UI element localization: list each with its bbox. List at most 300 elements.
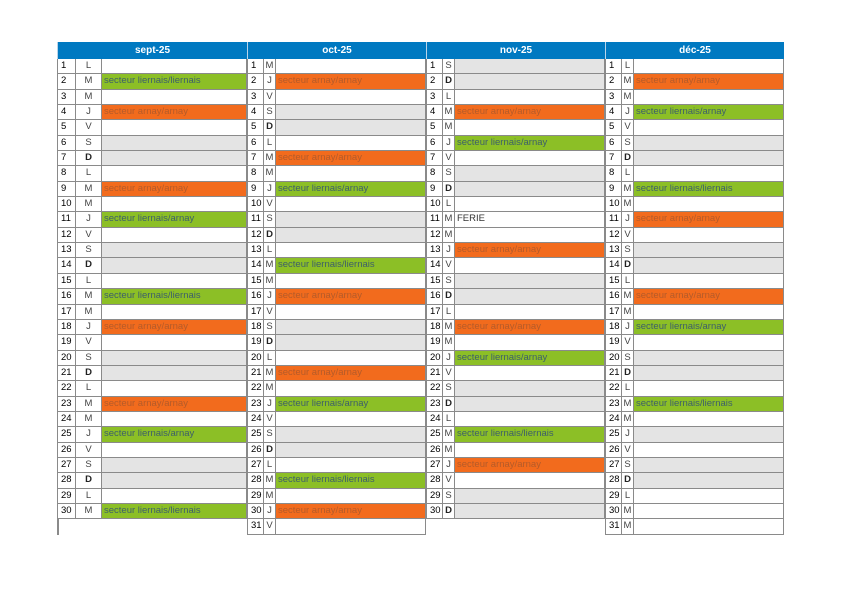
empty-event-cell[interactable] — [102, 120, 247, 134]
weekday-letter: M — [622, 182, 634, 196]
event-cell[interactable]: secteur arnay/arnay — [276, 504, 426, 518]
event-cell[interactable]: secteur arnay/arnay — [455, 320, 605, 334]
day-number: 30 — [58, 504, 76, 518]
empty-event-cell[interactable] — [634, 504, 784, 518]
event-cell[interactable]: secteur arnay/arnay — [276, 74, 426, 88]
event-cell[interactable]: secteur liernais/liernais — [276, 258, 426, 272]
day-row — [58, 243, 247, 258]
empty-event-cell[interactable] — [634, 151, 784, 165]
empty-event-cell[interactable] — [634, 59, 784, 73]
weekday-letter: M — [622, 504, 634, 518]
weekday-letter: S — [264, 212, 276, 226]
empty-event-cell[interactable] — [455, 59, 605, 73]
empty-event-cell[interactable] — [634, 258, 784, 272]
empty-event-cell[interactable] — [102, 381, 247, 395]
event-cell[interactable]: secteur arnay/arnay — [102, 182, 247, 196]
day-number: 26 — [606, 443, 622, 457]
empty-event-cell[interactable] — [102, 473, 247, 487]
day-number: 28 — [606, 473, 622, 487]
weekday-letter: S — [622, 458, 634, 472]
empty-event-cell[interactable] — [276, 351, 426, 365]
day-row — [427, 335, 605, 350]
empty-event-cell[interactable] — [455, 412, 605, 426]
empty-event-cell[interactable] — [102, 335, 247, 349]
empty-event-cell[interactable] — [455, 489, 605, 503]
event-cell[interactable]: secteur arnay/arnay — [634, 289, 784, 303]
day-number: 16 — [248, 289, 264, 303]
month-column — [426, 42, 605, 535]
empty-event-cell[interactable] — [634, 489, 784, 503]
weekday-letter: M — [76, 74, 102, 88]
weekday-letter: D — [622, 473, 634, 487]
weekday-letter: M — [264, 151, 276, 165]
blank-row — [58, 519, 247, 534]
month-header: déc-25 — [605, 42, 784, 59]
event-cell[interactable]: secteur liernais/arnay — [276, 182, 426, 196]
day-number: 3 — [58, 90, 76, 104]
day-row — [58, 335, 247, 350]
weekday-letter: M — [622, 397, 634, 411]
day-number: 21 — [427, 366, 443, 380]
empty-event-cell[interactable] — [102, 136, 247, 150]
empty-event-cell[interactable] — [102, 305, 247, 319]
day-row — [606, 120, 784, 135]
event-cell[interactable]: secteur liernais/liernais — [102, 289, 247, 303]
empty-event-cell[interactable] — [276, 519, 426, 533]
empty-event-cell[interactable] — [102, 412, 247, 426]
empty-event-cell[interactable] — [455, 197, 605, 211]
day-number: 1 — [427, 59, 443, 73]
weekday-letter: V — [76, 120, 102, 134]
empty-event-cell[interactable] — [102, 274, 247, 288]
day-row — [248, 504, 426, 519]
weekday-letter: L — [264, 458, 276, 472]
empty-event-cell[interactable] — [455, 90, 605, 104]
weekday-letter: V — [264, 519, 276, 533]
day-number: 14 — [427, 258, 443, 272]
weekday-letter: M — [443, 105, 455, 119]
day-row — [58, 90, 247, 105]
day-row — [248, 136, 426, 151]
weekday-letter: M — [622, 305, 634, 319]
empty-event-cell[interactable] — [455, 366, 605, 380]
empty-event-cell[interactable] — [276, 443, 426, 457]
day-number: 15 — [427, 274, 443, 288]
day-row — [606, 182, 784, 197]
day-rows — [57, 59, 247, 535]
empty-event-cell[interactable] — [276, 105, 426, 119]
day-number: 7 — [427, 151, 443, 165]
event-cell[interactable]: FERIE — [455, 212, 605, 226]
event-cell[interactable]: secteur liernais/liernais — [634, 182, 784, 196]
empty-event-cell[interactable] — [634, 351, 784, 365]
day-rows — [605, 59, 784, 535]
weekday-letter: D — [622, 258, 634, 272]
day-row — [606, 274, 784, 289]
weekday-letter: D — [443, 289, 455, 303]
event-cell[interactable]: secteur arnay/arnay — [102, 397, 247, 411]
day-number: 11 — [606, 212, 622, 226]
weekday-letter: V — [76, 443, 102, 457]
empty-event-cell[interactable] — [276, 243, 426, 257]
weekday-letter: J — [443, 243, 455, 257]
empty-event-cell[interactable] — [276, 489, 426, 503]
weekday-letter: J — [264, 504, 276, 518]
empty-event-cell[interactable] — [455, 166, 605, 180]
day-row — [427, 151, 605, 166]
event-cell[interactable]: secteur liernais/liernais — [455, 427, 605, 441]
day-number: 9 — [606, 182, 622, 196]
empty-event-cell[interactable] — [276, 197, 426, 211]
day-row — [248, 258, 426, 273]
empty-event-cell[interactable] — [276, 335, 426, 349]
weekday-letter: S — [622, 351, 634, 365]
event-cell[interactable]: secteur liernais/arnay — [102, 427, 247, 441]
event-cell[interactable]: secteur liernais/arnay — [455, 136, 605, 150]
event-cell[interactable]: secteur arnay/arnay — [634, 212, 784, 226]
empty-event-cell[interactable] — [455, 397, 605, 411]
day-number: 2 — [606, 74, 622, 88]
day-number: 15 — [58, 274, 76, 288]
empty-event-cell[interactable] — [455, 443, 605, 457]
day-row — [58, 473, 247, 488]
empty-event-cell[interactable] — [455, 289, 605, 303]
day-row — [58, 120, 247, 135]
day-row — [248, 90, 426, 105]
empty-event-cell[interactable] — [455, 274, 605, 288]
day-row — [606, 243, 784, 258]
day-number: 4 — [427, 105, 443, 119]
empty-event-cell[interactable] — [455, 228, 605, 242]
day-number: 5 — [606, 120, 622, 134]
day-row — [606, 197, 784, 212]
day-row — [58, 504, 247, 519]
event-cell[interactable]: secteur arnay/arnay — [455, 105, 605, 119]
day-number: 10 — [248, 197, 264, 211]
empty-event-cell[interactable] — [102, 458, 247, 472]
empty-event-cell[interactable] — [455, 305, 605, 319]
empty-event-cell[interactable] — [634, 458, 784, 472]
day-number: 8 — [606, 166, 622, 180]
day-number: 9 — [248, 182, 264, 196]
weekday-letter: D — [76, 258, 102, 272]
empty-event-cell[interactable] — [634, 412, 784, 426]
event-cell[interactable]: secteur liernais/liernais — [102, 74, 247, 88]
weekday-letter: J — [443, 351, 455, 365]
day-row — [427, 74, 605, 89]
empty-event-cell[interactable] — [634, 473, 784, 487]
weekday-letter: S — [443, 489, 455, 503]
event-cell[interactable]: secteur arnay/arnay — [276, 366, 426, 380]
day-number: 13 — [606, 243, 622, 257]
day-row — [58, 274, 247, 289]
day-row — [606, 258, 784, 273]
day-row — [606, 412, 784, 427]
weekday-letter: J — [622, 212, 634, 226]
event-cell[interactable]: secteur liernais/liernais — [634, 397, 784, 411]
day-row — [427, 320, 605, 335]
event-cell[interactable]: secteur liernais/arnay — [634, 105, 784, 119]
empty-event-cell[interactable] — [276, 90, 426, 104]
empty-event-cell[interactable] — [634, 443, 784, 457]
day-row — [58, 305, 247, 320]
empty-event-cell[interactable] — [634, 427, 784, 441]
day-row — [58, 182, 247, 197]
day-number: 14 — [58, 258, 76, 272]
empty-event-cell[interactable] — [276, 381, 426, 395]
day-row — [606, 489, 784, 504]
day-number: 19 — [248, 335, 264, 349]
empty-event-cell[interactable] — [102, 258, 247, 272]
event-cell[interactable]: secteur liernais/arnay — [634, 320, 784, 334]
day-row — [58, 397, 247, 412]
day-row — [606, 397, 784, 412]
day-number: 29 — [427, 489, 443, 503]
empty-event-cell[interactable] — [455, 258, 605, 272]
day-row — [427, 443, 605, 458]
weekday-letter: D — [622, 151, 634, 165]
day-number: 18 — [248, 320, 264, 334]
empty-event-cell[interactable] — [276, 427, 426, 441]
day-number: 22 — [606, 381, 622, 395]
event-cell[interactable]: secteur arnay/arnay — [276, 151, 426, 165]
day-row — [606, 473, 784, 488]
day-row — [58, 489, 247, 504]
day-number: 17 — [248, 305, 264, 319]
day-number: 17 — [427, 305, 443, 319]
weekday-letter: L — [443, 412, 455, 426]
day-row — [58, 443, 247, 458]
empty-event-cell[interactable] — [455, 335, 605, 349]
weekday-letter: L — [76, 59, 102, 73]
day-number: 26 — [58, 443, 76, 457]
weekday-letter: M — [76, 504, 102, 518]
event-cell[interactable]: secteur arnay/arnay — [455, 243, 605, 257]
day-number: 23 — [58, 397, 76, 411]
event-cell[interactable]: secteur liernais/liernais — [276, 473, 426, 487]
empty-event-cell[interactable] — [102, 366, 247, 380]
day-number: 4 — [248, 105, 264, 119]
empty-event-cell[interactable] — [634, 90, 784, 104]
weekday-letter: V — [264, 90, 276, 104]
weekday-letter: M — [264, 274, 276, 288]
empty-event-cell[interactable] — [102, 351, 247, 365]
weekday-letter: L — [76, 274, 102, 288]
weekday-letter: J — [76, 212, 102, 226]
weekday-letter: J — [443, 458, 455, 472]
day-row — [606, 136, 784, 151]
day-row — [606, 427, 784, 442]
empty-event-cell[interactable] — [455, 381, 605, 395]
weekday-letter: L — [443, 197, 455, 211]
day-number: 5 — [248, 120, 264, 134]
empty-event-cell[interactable] — [276, 320, 426, 334]
weekday-letter: D — [76, 473, 102, 487]
day-row — [58, 166, 247, 181]
empty-event-cell[interactable] — [455, 120, 605, 134]
event-cell[interactable]: secteur arnay/arnay — [102, 105, 247, 119]
day-number: 28 — [427, 473, 443, 487]
day-row — [427, 136, 605, 151]
weekday-letter: L — [622, 274, 634, 288]
empty-event-cell[interactable] — [276, 305, 426, 319]
day-number: 4 — [606, 105, 622, 119]
empty-event-cell[interactable] — [634, 274, 784, 288]
weekday-letter: V — [622, 335, 634, 349]
weekday-letter: M — [76, 182, 102, 196]
empty-event-cell[interactable] — [634, 519, 784, 533]
empty-event-cell[interactable] — [102, 151, 247, 165]
day-number: 11 — [248, 212, 264, 226]
day-number: 6 — [58, 136, 76, 150]
event-cell[interactable]: secteur arnay/arnay — [634, 74, 784, 88]
day-row — [58, 74, 247, 89]
empty-event-cell[interactable] — [455, 473, 605, 487]
weekday-letter: M — [264, 258, 276, 272]
day-number: 28 — [248, 473, 264, 487]
event-cell[interactable]: secteur liernais/arnay — [102, 212, 247, 226]
day-row — [427, 274, 605, 289]
month-header: sept-25 — [57, 42, 247, 59]
day-number: 3 — [427, 90, 443, 104]
empty-event-cell[interactable] — [455, 504, 605, 518]
weekday-letter: L — [443, 305, 455, 319]
day-row — [248, 397, 426, 412]
empty-event-cell[interactable] — [455, 182, 605, 196]
day-row — [248, 166, 426, 181]
weekday-letter: M — [622, 289, 634, 303]
day-row — [248, 120, 426, 135]
day-number: 30 — [606, 504, 622, 518]
event-cell[interactable]: secteur arnay/arnay — [276, 289, 426, 303]
month-column — [247, 42, 426, 535]
day-row — [606, 458, 784, 473]
month-column — [605, 42, 784, 535]
weekday-letter: M — [264, 166, 276, 180]
empty-event-cell[interactable] — [276, 59, 426, 73]
day-number: 30 — [248, 504, 264, 518]
event-cell[interactable]: secteur liernais/arnay — [455, 351, 605, 365]
empty-event-cell[interactable] — [276, 412, 426, 426]
day-number: 10 — [606, 197, 622, 211]
event-cell[interactable]: secteur liernais/liernais — [102, 504, 247, 518]
weekday-letter: V — [622, 228, 634, 242]
empty-event-cell[interactable] — [634, 366, 784, 380]
day-row — [606, 381, 784, 396]
event-cell[interactable]: secteur arnay/arnay — [455, 458, 605, 472]
empty-event-cell[interactable] — [634, 335, 784, 349]
empty-event-cell[interactable] — [276, 458, 426, 472]
weekday-letter: L — [264, 136, 276, 150]
empty-event-cell[interactable] — [634, 381, 784, 395]
day-number: 22 — [248, 381, 264, 395]
day-row — [427, 366, 605, 381]
day-row — [606, 320, 784, 335]
day-number: 6 — [606, 136, 622, 150]
empty-event-cell[interactable] — [102, 489, 247, 503]
day-row — [427, 504, 605, 519]
empty-event-cell[interactable] — [276, 228, 426, 242]
empty-event-cell[interactable] — [634, 136, 784, 150]
day-row — [606, 90, 784, 105]
empty-event-cell[interactable] — [102, 443, 247, 457]
empty-event-cell[interactable] — [102, 197, 247, 211]
weekday-letter: S — [76, 136, 102, 150]
empty-event-cell[interactable] — [634, 197, 784, 211]
empty-event-cell[interactable] — [634, 243, 784, 257]
day-number: 20 — [427, 351, 443, 365]
weekday-letter: D — [443, 74, 455, 88]
empty-event-cell[interactable] — [102, 166, 247, 180]
weekday-letter: J — [76, 320, 102, 334]
empty-event-cell[interactable] — [634, 305, 784, 319]
empty-event-cell[interactable] — [102, 59, 247, 73]
day-row — [248, 59, 426, 74]
day-row — [248, 228, 426, 243]
weekday-letter: S — [622, 243, 634, 257]
day-row — [58, 427, 247, 442]
day-number: 24 — [248, 412, 264, 426]
weekday-letter: L — [264, 243, 276, 257]
empty-event-cell[interactable] — [634, 228, 784, 242]
day-number: 24 — [606, 412, 622, 426]
day-rows — [426, 59, 605, 519]
day-row — [606, 166, 784, 181]
day-row — [58, 136, 247, 151]
day-row — [58, 212, 247, 227]
day-row — [248, 412, 426, 427]
day-row — [606, 504, 784, 519]
empty-event-cell[interactable] — [102, 90, 247, 104]
day-row — [427, 412, 605, 427]
day-number: 3 — [248, 90, 264, 104]
day-row — [606, 228, 784, 243]
event-cell[interactable]: secteur liernais/arnay — [276, 397, 426, 411]
day-row — [427, 182, 605, 197]
empty-event-cell[interactable] — [102, 243, 247, 257]
empty-event-cell[interactable] — [102, 228, 247, 242]
empty-event-cell[interactable] — [276, 166, 426, 180]
empty-event-cell[interactable] — [276, 212, 426, 226]
weekday-letter: V — [443, 473, 455, 487]
weekday-letter: M — [443, 212, 455, 226]
weekday-letter: M — [622, 197, 634, 211]
day-row — [248, 212, 426, 227]
empty-event-cell[interactable] — [276, 274, 426, 288]
day-number: 1 — [58, 59, 76, 73]
day-number: 8 — [248, 166, 264, 180]
day-number: 16 — [606, 289, 622, 303]
empty-event-cell[interactable] — [455, 74, 605, 88]
day-number: 9 — [427, 182, 443, 196]
empty-event-cell[interactable] — [455, 151, 605, 165]
event-cell[interactable]: secteur arnay/arnay — [102, 320, 247, 334]
empty-event-cell[interactable] — [276, 136, 426, 150]
day-row — [606, 74, 784, 89]
empty-event-cell[interactable] — [634, 166, 784, 180]
day-number: 6 — [248, 136, 264, 150]
weekday-letter: D — [443, 182, 455, 196]
weekday-letter: L — [76, 166, 102, 180]
empty-event-cell[interactable] — [276, 120, 426, 134]
empty-event-cell[interactable] — [634, 120, 784, 134]
day-number: 20 — [606, 351, 622, 365]
day-row — [58, 59, 247, 74]
weekday-letter: D — [264, 443, 276, 457]
day-number: 6 — [427, 136, 443, 150]
weekday-letter: M — [76, 289, 102, 303]
day-row — [58, 105, 247, 120]
